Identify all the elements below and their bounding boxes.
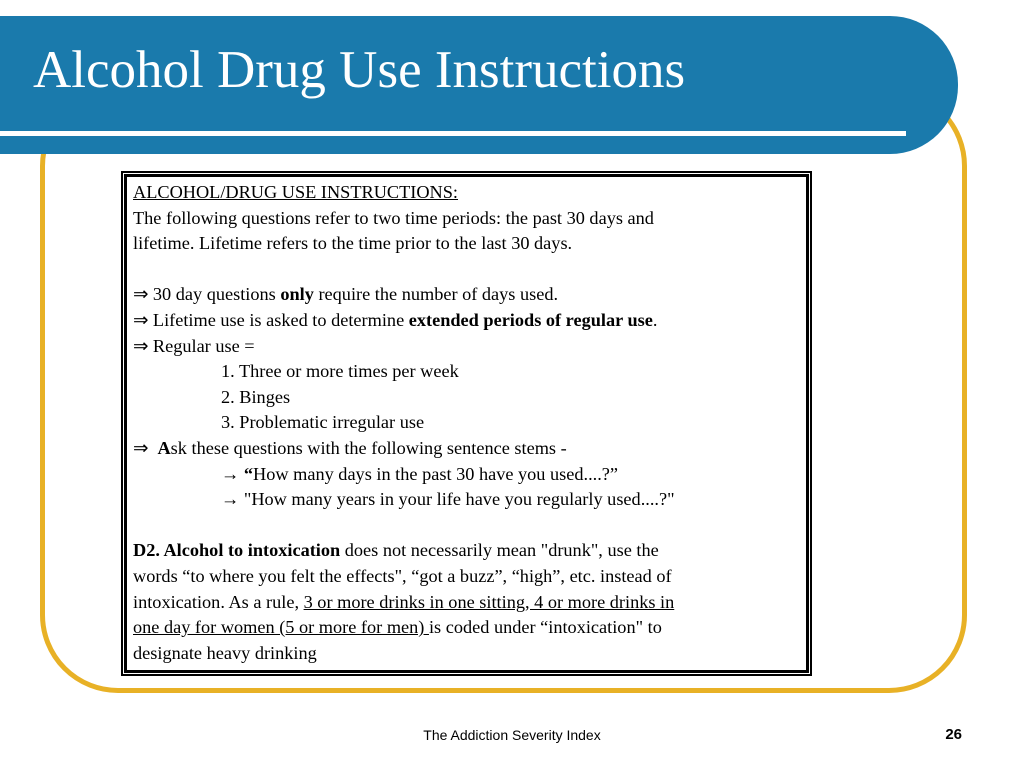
list-item: 2. Binges [221,386,291,407]
sentence-stem-years: → "How many years in your life have you regularly used....?" [221,489,675,510]
double-arrow-icon: ⇒ [133,437,149,458]
sentence-stem-days: → “How many days in the past 30 have you used....?” [221,463,619,484]
d2-line-1: D2. Alcohol to intoxication does not necessarily mean "drunk", use the [133,540,659,561]
list-item: 3. Problematic irregular use [221,412,425,433]
footer-text: The Addiction Severity Index [423,727,601,743]
blank-line [133,513,800,539]
point-30-day-questions: ⇒ 30 day questions only require the number of days used. [133,282,800,308]
right-arrow-icon: → [221,489,240,510]
d2-line-2: words “to where you felt the effects", “got a buzz”, “high”, etc. instead of [133,565,672,586]
blank-line [133,257,800,283]
d2-line-3: intoxication. As a rule, 3 or more drinks in one sitting, 4 or more drinks in [133,591,675,612]
d2-line-4: one day for women (5 or more for men) is coded under “intoxication" to [133,617,662,638]
list-item: 1. Three or more times per week [221,361,459,382]
double-arrow-icon: ⇒ [133,284,149,305]
slide-title: Alcohol Drug Use Instructions [33,41,686,99]
title-underline-rule [0,131,906,136]
d2-line-5: designate heavy drinking [133,642,317,663]
point-lifetime-use: ⇒ Lifetime use is asked to determine extended periods of regular use. [133,308,800,334]
instructions-heading: ALCOHOL/DRUG USE INSTRUCTIONS: [133,182,459,202]
intro-line-1: The following questions refer to two time periods: the past 30 days and [133,207,654,228]
double-arrow-icon: ⇒ [133,335,149,356]
double-arrow-icon: ⇒ [133,309,149,330]
intro-line-2: lifetime. Lifetime refers to the time prior to the last 30 days. [133,233,573,254]
point-sentence-stems: ⇒ Ask these questions with the following sentence stems - [133,436,800,462]
instructions-box [121,171,812,676]
point-regular-use: ⇒ Regular use = [133,334,800,360]
page-number: 26 [945,726,962,743]
right-arrow-icon: → [221,463,240,484]
